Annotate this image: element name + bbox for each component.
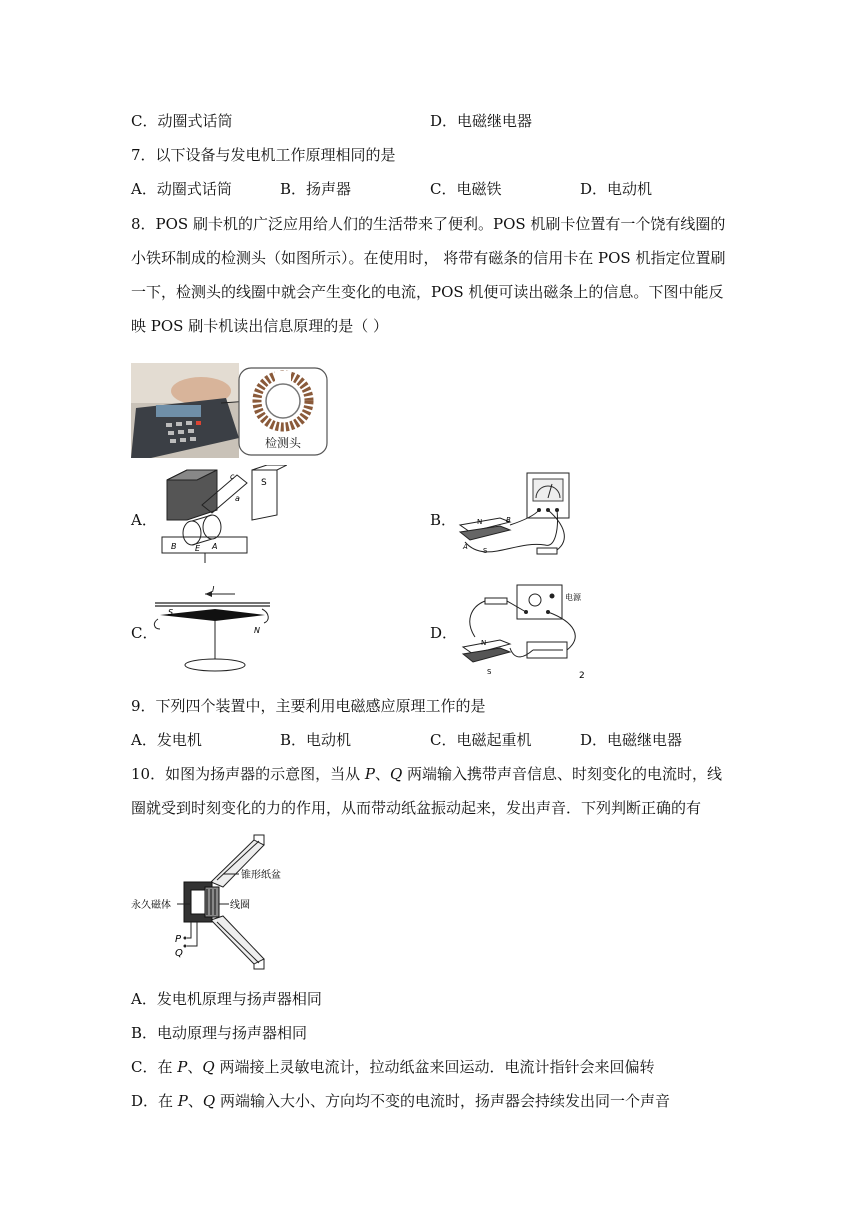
- fig-d-label-s: S: [487, 668, 492, 676]
- q10-stem-line-2: 圈就受到时刻变化的力的作用，从而带动纸盆振动起来，发出声音．下列判断正确的有: [131, 799, 702, 817]
- q10-stem-line-1: 10．如图为扬声器的示意图，当从 P、Q 两端输入携带声音信息、时刻变化的电流时，线: [131, 765, 723, 783]
- q10-option-c: C．在 P、Q 两端接上灵敏电流计，拉动纸盆来回运动．电流计指针会来回偏转: [131, 1058, 655, 1076]
- coil-label: 线圈: [230, 900, 250, 911]
- galvanometer-magnet-figure: [455, 470, 575, 565]
- q7-stem: 7．以下设备与发电机工作原理相同的是: [131, 146, 396, 164]
- fig-b-label-n: N: [477, 518, 483, 526]
- q6-option-d: D．电磁继电器: [430, 112, 533, 130]
- fig-a-label-e: E: [195, 544, 201, 553]
- fig-c-label-s: S: [168, 608, 174, 617]
- speaker-label-p: P: [175, 934, 182, 945]
- fig-a-label-s: S: [261, 478, 267, 488]
- q9-option-a: A．发电机: [131, 731, 202, 749]
- q7-option-a: A．动圈式话筒: [131, 180, 232, 198]
- q6-option-c: C．动圈式话筒: [131, 112, 233, 130]
- speaker-label-q: Q: [175, 948, 183, 959]
- fig-b-label-b: B: [506, 516, 511, 524]
- q8-stem-line-2: 小铁环制成的检测头（如图所示）。在使用时， 将带有磁条的信用卡在 POS 机指定位置刷: [131, 249, 726, 267]
- cone-label: 锥形纸盆: [241, 870, 281, 881]
- generator-rotor-figure: [157, 465, 287, 565]
- fig-c-label-n: N: [254, 626, 260, 635]
- q10-option-d: D．在 P、Q 两端输入大小、方向均不变的电流时，扬声器会持续发出同一个声音: [131, 1092, 670, 1110]
- q8-stem-line-1: 8．POS 刷卡机的广泛应用给人们的生活带来了便利。POS 机刷卡位置有一个饶有线圈的: [131, 215, 726, 233]
- q8-stem-line-3: 一下，检测头的线圈中就会产生变化的电流，POS 机便可读出磁条上的信息。下图中能反: [131, 283, 724, 301]
- q7-option-b: B．扬声器: [280, 180, 352, 198]
- q10-option-a: A．发电机原理与扬声器相同: [131, 990, 322, 1008]
- fig-a-label-a: a: [235, 494, 240, 503]
- oersted-needle-figure: [150, 585, 275, 675]
- fig-d-label-n: N: [481, 639, 487, 647]
- q8-option-b: B．: [430, 511, 457, 529]
- fig-a-label-c: c: [230, 472, 235, 481]
- fig-c-label-i: I: [212, 585, 215, 594]
- q8-option-c: C．: [131, 624, 158, 642]
- pos-machine-figure: [131, 363, 331, 458]
- q10-option-b: B．电动原理与扬声器相同: [131, 1024, 308, 1042]
- detector-head-label: 检测头: [264, 436, 302, 450]
- q9-option-d: D．电磁继电器: [580, 731, 683, 749]
- q9-option-b: B．电动机: [280, 731, 352, 749]
- fig-a-label-b: B: [171, 542, 177, 551]
- q9-stem: 9．下列四个装置中，主要利用电磁感应原理工作的是: [131, 697, 486, 715]
- q9-option-c: C．电磁起重机: [430, 731, 532, 749]
- fig-d-label-power: 电源: [565, 593, 581, 602]
- q7-option-d: D．电动机: [580, 180, 653, 198]
- motor-circuit-figure: [455, 582, 585, 679]
- q8-option-a: A．: [131, 511, 157, 529]
- magnet-label: 永久磁体: [131, 900, 171, 911]
- q8-option-d: D．: [430, 624, 458, 642]
- speaker-diagram: [131, 832, 311, 974]
- q8-stem-line-4: 映 POS 刷卡机读出信息原理的是（ ）: [131, 317, 388, 335]
- fig-a-label-a2: A: [212, 542, 218, 551]
- fig-b-label-s: S: [483, 547, 488, 555]
- fig-d-label-num: 2: [579, 671, 585, 679]
- q7-option-c: C．电磁铁: [430, 180, 502, 198]
- fig-b-label-a: A: [463, 543, 468, 551]
